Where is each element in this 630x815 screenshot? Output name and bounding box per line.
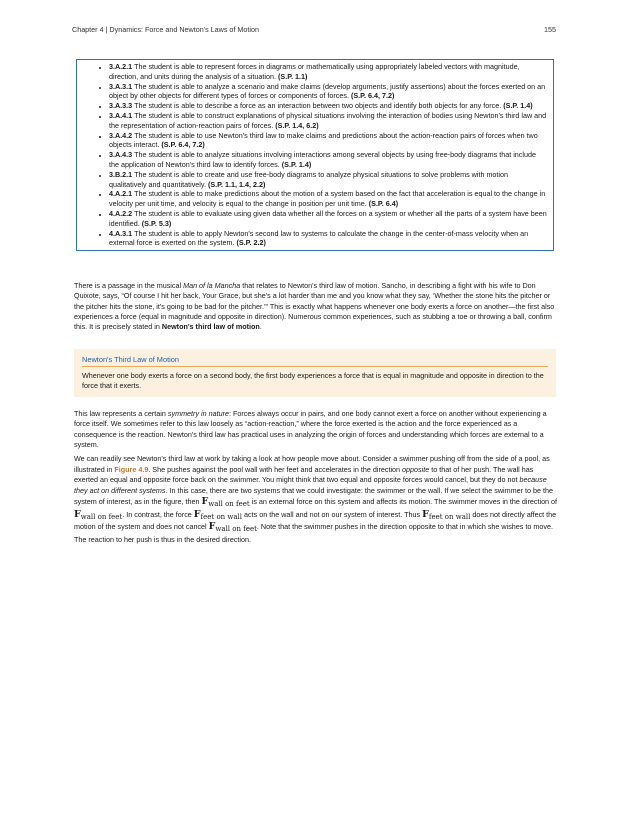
text-run: . (259, 322, 262, 332)
force-subscript: wall on feet (208, 499, 250, 508)
objective-code: 3.A.4.1 (109, 110, 133, 120)
force-wall-on-feet (74, 510, 122, 519)
objective-item (109, 131, 547, 151)
force-symbol: F (193, 508, 201, 520)
text-run: that relates to Newton's third law of motion. Sancho, in describing a fight with his wife to Don Quixote, says, “Of course I hit her back, Your Grace, but she's a lot harder than me and you know what they say, ‘Whether the stone hits the pitcher or the pitcher hits the stone, it's going to be bad for the pitcher.’” This is exactly what happens whenever one body exerts a force on another—the first also experiences a force (equal in magnitude and opposite in direction). Numerous common experiences, such as stubbing a toe or throwing a ball, confirm this. It is precisely stated in (74, 281, 555, 332)
force-subscript: feet on wall (428, 512, 471, 521)
objective-text: The student is able to apply Newton's second law to systems to calculate the change in the center-of-mass velocity when an external force is exerted on the system. (109, 228, 529, 248)
page-number: 155 (544, 25, 556, 34)
callout-title: Newton's Third Law of Motion (82, 355, 548, 367)
force-subscript: wall on feet (215, 525, 257, 534)
objective-text: The student is able to evaluate using given data whether all the forces on a system or whether all the parts of a system have been identified. (109, 208, 547, 228)
key-term: Newton's third law of motion (161, 322, 260, 332)
objective-code: 3.B.2.1 (109, 169, 133, 179)
objective-science-practice: (S.P. 1.1) (278, 71, 308, 81)
objective-code: 4.A.2.2 (109, 208, 133, 218)
objective-item (109, 209, 547, 229)
objective-item (109, 229, 547, 249)
objective-science-practice: (S.P. 1.4, 6.2) (275, 120, 319, 130)
text-run: : Forces always occur in pairs, and one body cannot exert a force on another without experiencing a force itself. We sometimes refer to this law loosely as “action-reaction,” where the force exerted is the action and the force experienced as a consequence is the reaction. Newton's third law has practical uses in analyzing the origin of forces and understanding which forces are external to a system. (74, 409, 547, 449)
learning-objectives-box (76, 59, 554, 251)
objective-text: The student is able to construct explanations of physical situations involving the interaction of bodies using Newton's third law and the representation of action-reaction pairs of forces. (109, 110, 547, 130)
objective-text: The student is able to represent forces in diagrams or mathematically using appropriately labeled vectors with magnitude, direction, and units during the analysis of a situation. (109, 62, 520, 81)
objective-science-practice: (S.P. 1.4) (281, 159, 312, 169)
force-subscript: feet on wall (200, 512, 243, 521)
objective-item (109, 82, 547, 102)
intro-paragraph (74, 281, 558, 332)
text-run: to that of her push. The wall has exerted an equal and opposite force back on the swimmer. You might think that two equal and opposite forces would cancel, but they do not (74, 464, 534, 485)
text-run: We can readily see Newton's third law at work by taking a look at how people move about. Consider a swimmer pushing off from the side of a pool, as illustrated in (74, 454, 550, 474)
force-feet-on-wall (194, 510, 242, 519)
emphasis: symmetry in nature (167, 409, 230, 418)
objective-science-practice: (S.P. 2.2) (236, 238, 266, 248)
force-wall-on-feet (208, 521, 257, 534)
text-run: There is a passage in the musical (74, 281, 184, 290)
objective-item (109, 111, 547, 131)
objective-text: The student is able to analyze situations involving interactions among several objects by using free-body diagrams that include the application of Newton's third law to identify forces. (109, 150, 536, 169)
objective-item (109, 189, 547, 209)
objective-text: The student is able to make predictions about the motion of a system based on the fact that acceleration is equal to the change in velocity per unit time, and velocity is equal to the change in position per unit time. (109, 189, 546, 209)
objective-code: 3.A.3.3 (109, 101, 133, 111)
emphasis: opposite (402, 464, 430, 474)
objective-text: The student is able to describe a force as an interaction between two objects and identify both objects for any force. (134, 101, 502, 111)
swimmer-paragraph (74, 454, 558, 546)
objective-text: The student is able to create and use free-body diagrams to analyze physical situations to solve problems with motion qualitatively and quantitatively. (109, 169, 509, 189)
objective-item (109, 170, 547, 190)
objective-science-practice: (S.P. 5.3) (141, 218, 172, 228)
objective-text: The student is able to analyze a scenario and make claims (develop arguments, justify assertions) about the forces exerted on an object by other objects for different types of forces or components of forces. (109, 81, 546, 101)
objective-code: 3.A.4.2 (109, 130, 133, 140)
objective-item (109, 101, 547, 111)
objective-science-practice: (S.P. 1.1, 1.4, 2.2) (207, 179, 266, 189)
text-run: . She pushes against the pool wall with her feet and accelerates in the direction (148, 464, 403, 474)
objective-text: The student is able to use Newton's third law to make claims and predictions about the action-reaction pairs of forces when two objects interact. (109, 130, 538, 150)
text-run: . In contrast, the force (122, 509, 194, 519)
emphasis: because they act on different systems (74, 475, 547, 496)
objective-science-practice: (S.P. 6.4) (368, 199, 399, 209)
force-symbol: F (208, 521, 216, 533)
musical-title: Man of la Mancha (183, 281, 241, 290)
objective-item (109, 150, 547, 170)
objective-science-practice: (S.P. 6.4, 7.2) (161, 140, 205, 150)
objectives-list (95, 62, 547, 248)
force-feet-on-wall (422, 510, 470, 519)
text-run: . Note that the swimmer pushes in the direction opposite to that in which she wishes to move. The reaction to her push is thus in the desired direction. (74, 522, 553, 544)
objective-code: 3.A.2.1 (109, 62, 133, 71)
force-subscript: wall on feet (80, 512, 123, 521)
force-symbol: F (422, 508, 429, 520)
text-run: . In this case, there are two systems that we could investigate: the swimmer or the wall. If we select the swimmer to be the system of interest, as in the figure, then (74, 486, 553, 506)
text-run: This law represents a certain (74, 409, 168, 418)
third-law-callout (74, 349, 556, 397)
objective-science-practice: (S.P. 1.4) (503, 101, 533, 111)
objective-code: 4.A.3.1 (109, 228, 133, 238)
force-symbol: F (201, 495, 209, 507)
objective-code: 4.A.2.1 (109, 189, 133, 199)
objective-code: 3.A.3.1 (109, 81, 133, 91)
callout-body: Whenever one body exerts a force on a second body, the first body experiences a force that is equal in magnitude and opposite in direction to the force that it exerts. (82, 371, 544, 391)
objective-code: 3.A.4.3 (109, 150, 133, 160)
text-run: acts on the wall and not on our system of interest. Thus (242, 509, 423, 519)
symmetry-paragraph (74, 409, 558, 450)
figure-link[interactable]: Figure 4.9 (114, 464, 149, 474)
chapter-title: Chapter 4 | Dynamics: Force and Newton's Laws of Motion (72, 25, 260, 34)
objective-item (109, 62, 547, 82)
page-header (72, 25, 556, 34)
objective-science-practice: (S.P. 6.4, 7.2) (350, 91, 395, 101)
force-wall-on-feet (201, 497, 249, 506)
text-run: is an external force on this system and affects its motion. The swimmer moves in the direction of (249, 496, 558, 506)
force-symbol: F (74, 508, 81, 520)
text-run: does not directly affect the motion of the system and does not cancel (74, 509, 557, 532)
